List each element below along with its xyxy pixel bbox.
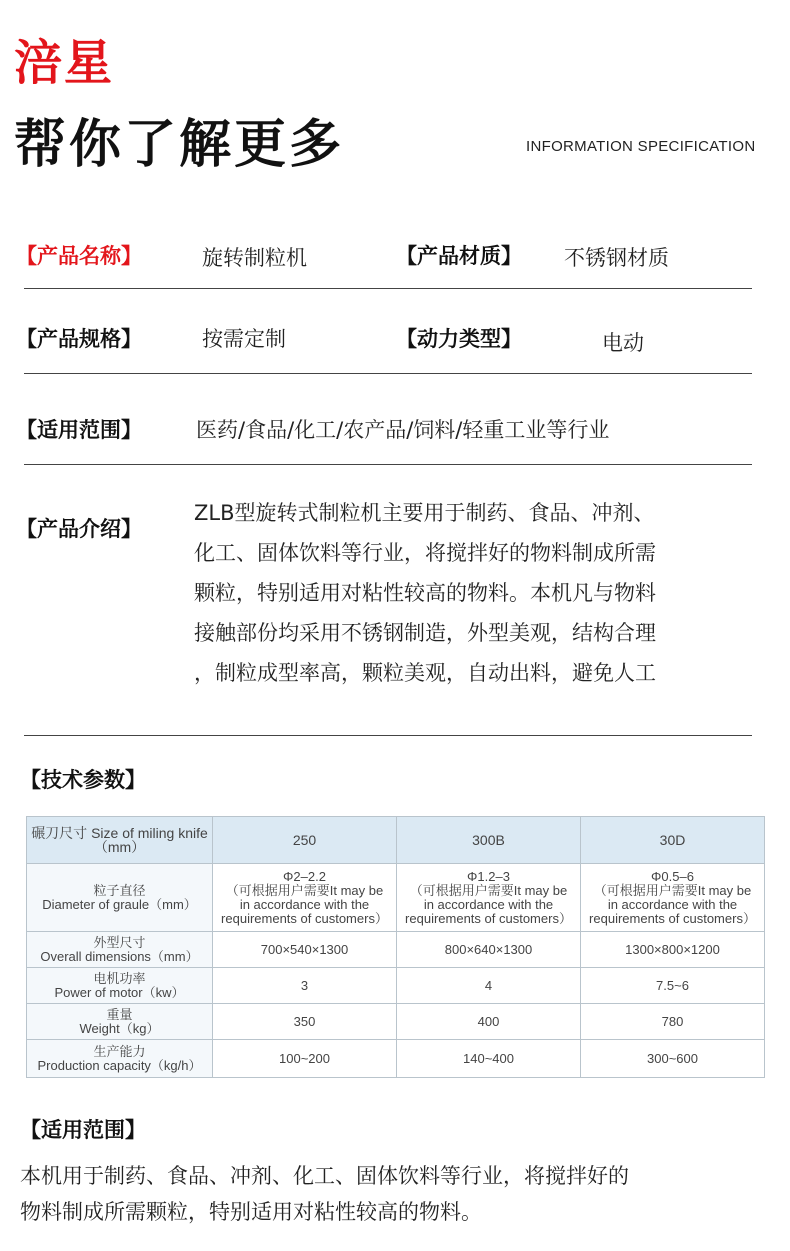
table-cell: Φ1.2–3 （可根据用户需要It may be in accordance with the requirements of customers） — [397, 864, 581, 932]
table-row — [27, 1004, 765, 1040]
table-row — [27, 968, 765, 1004]
info-row-scope — [16, 374, 752, 465]
product-name-value: 旋转制粒机 — [202, 246, 307, 270]
tech-spec-table — [26, 816, 765, 1078]
row-header: 生产能力 Production capacity（kg/h） — [27, 1040, 213, 1078]
table-cell: 800×640×1300 — [397, 932, 581, 968]
material-label: 【产品材质】 — [396, 244, 522, 268]
info-spec-subtitle: INFORMATION SPECIFICATION — [526, 138, 756, 155]
intro-line: ZLB型旋转式制粒机主要用于制药、食品、冲剂、 — [194, 501, 655, 525]
intro-line: 接触部份均采用不锈钢制造，外型美观，结构合理 — [194, 621, 656, 645]
table-cell: 100~200 — [213, 1040, 397, 1078]
table-cell: 700×540×1300 — [213, 932, 397, 968]
column-header: 250 — [213, 817, 397, 864]
intro-line: 化工、固体饮料等行业，将搅拌好的物料制成所需 — [194, 541, 656, 565]
tech-params-title: 【技术参数】 — [20, 768, 146, 792]
product-name-label: 【产品名称】 — [16, 244, 142, 268]
column-header: 300B — [397, 817, 581, 864]
intro-line: ，制粒成型率高，颗粒美观，自动出料，避免人工 — [194, 661, 656, 685]
info-row-spec-power — [16, 289, 752, 374]
table-cell: 780 — [581, 1004, 765, 1040]
scope-description — [20, 1158, 760, 1230]
intro-line: 颗粒，特别适用对粘性较高的物料。本机凡与物料 — [194, 581, 656, 605]
scope-value: 医药/食品/化工/农产品/饲料/轻重工业等行业 — [196, 418, 610, 442]
table-cell: 1300×800×1200 — [581, 932, 765, 968]
table-cell: 300~600 — [581, 1040, 765, 1078]
row-header: 碾刀尺寸 Size of miling knife（mm） — [27, 817, 213, 864]
table-row — [27, 932, 765, 968]
scope-line: 物料制成所需颗粒，特别适用对粘性较高的物料。 — [20, 1200, 482, 1224]
power-type-value: 电动 — [602, 331, 644, 355]
brand-name: 涪星 — [14, 35, 115, 91]
table-cell: 7.5~6 — [581, 968, 765, 1004]
table-cell: 4 — [397, 968, 581, 1004]
table-cell: Φ2–2.2 （可根据用户需要It may be in accordance with the requirements of customers） — [213, 864, 397, 932]
page-headline: 帮你了解更多 — [14, 115, 345, 175]
table-row — [27, 1040, 765, 1078]
column-header: 30D — [581, 817, 765, 864]
table-cell: 350 — [213, 1004, 397, 1040]
table-cell: 400 — [397, 1004, 581, 1040]
row-header: 电机功率 Power of motor（kw） — [27, 968, 213, 1004]
table-cell: Φ0.5–6 （可根据用户需要It may be in accordance with the requirements of customers） — [581, 864, 765, 932]
intro-text — [194, 493, 750, 693]
scope-label: 【适用范围】 — [16, 418, 142, 442]
scope-line: 本机用于制药、食品、冲剂、化工、固体饮料等行业，将搅拌好的 — [20, 1164, 629, 1188]
table-header-row — [27, 817, 765, 864]
material-value: 不锈钢材质 — [564, 246, 669, 270]
scope-section-title: 【适用范围】 — [20, 1118, 146, 1142]
spec-label: 【产品规格】 — [16, 327, 142, 351]
row-header: 重量 Weight（kg） — [27, 1004, 213, 1040]
power-type-label: 【动力类型】 — [396, 327, 522, 351]
info-row-name-material — [16, 212, 752, 289]
intro-label: 【产品介绍】 — [16, 517, 142, 541]
table-cell: 3 — [213, 968, 397, 1004]
table-cell: 140~400 — [397, 1040, 581, 1078]
row-header: 外型尺寸 Overall dimensions（mm） — [27, 932, 213, 968]
spec-value: 按需定制 — [202, 327, 286, 351]
row-header: 粒子直径 Diameter of graule（mm） — [27, 864, 213, 932]
table-row — [27, 864, 765, 932]
